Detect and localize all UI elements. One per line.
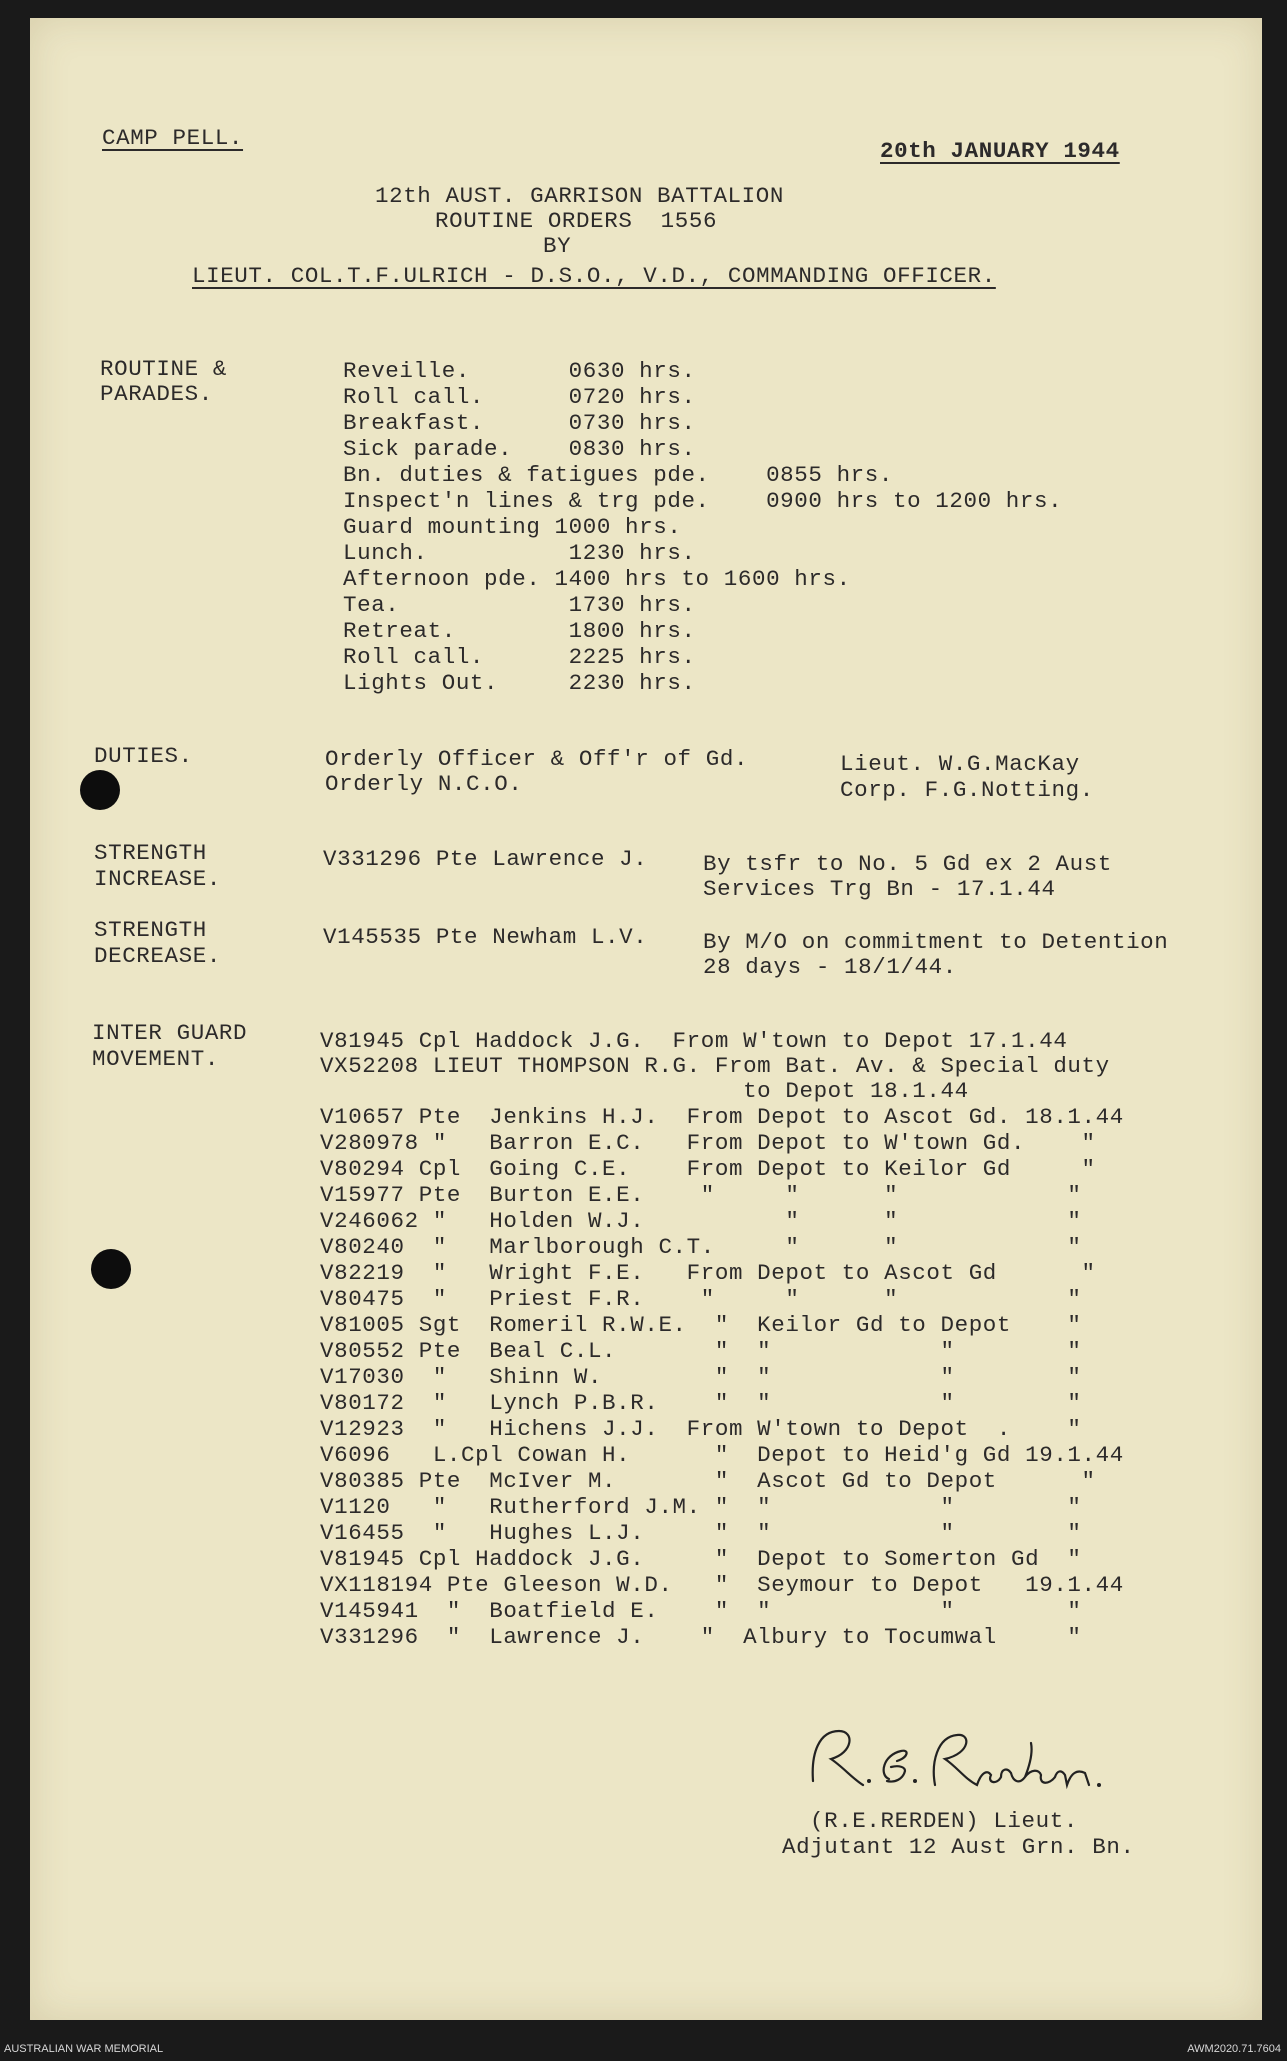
routine-line: Guard mounting 1000 hrs. (343, 514, 682, 540)
movement-line: V280978 " Barron E.C. From Depot to W'town Gd. " (320, 1130, 1096, 1156)
routine-line: Sick parade. 0830 hrs. (343, 436, 696, 462)
strength-increase-label-2: INCREASE. (94, 866, 221, 892)
strength-decrease-detail-2: 28 days - 18/1/44. (703, 954, 957, 980)
movement-line: V81945 Cpl Haddock J.G. From W'town to Depot 17.1.44 (320, 1028, 1068, 1054)
movement-line: V145941 " Boatfield E. " " " " (320, 1598, 1082, 1624)
by-line: BY (543, 233, 572, 259)
routine-line: Breakfast. 0730 hrs. (343, 410, 696, 436)
movement-line: V16455 " Hughes L.J. " " " " (320, 1520, 1082, 1546)
duty-person-nco: Corp. F.G.Notting. (840, 777, 1094, 803)
strength-increase-soldier: V331296 Pte Lawrence J. (323, 846, 648, 872)
routine-line: Roll call. 0720 hrs. (343, 384, 696, 410)
routine-line: Bn. duties & fatigues pde. 0855 hrs. (343, 462, 893, 488)
parades-label: PARADES. (100, 381, 213, 407)
routine-label: ROUTINE & (100, 356, 227, 382)
strength-decrease-label-2: DECREASE. (94, 943, 221, 969)
strength-decrease-detail: By M/O on commitment to Detention (703, 929, 1169, 955)
movement-line: V12923 " Hichens J.J. From W'town to Depot . " (320, 1416, 1082, 1442)
signature (805, 1723, 1135, 1803)
movement-line: V17030 " Shinn W. " " " " (320, 1364, 1082, 1390)
archive-reference: AWM2020.71.7604 (1187, 2043, 1281, 2055)
strength-decrease-soldier: V145535 Pte Newham L.V. (323, 924, 648, 950)
routine-line: Inspect'n lines & trg pde. 0900 hrs to 1200 hrs. (343, 488, 1063, 514)
duty-person-officer: Lieut. W.G.MacKay (840, 751, 1080, 777)
routine-line: Afternoon pde. 1400 hrs to 1600 hrs. (343, 566, 851, 592)
commanding-officer: LIEUT. COL.T.F.ULRICH - D.S.O., V.D., COMMANDING OFFICER. (192, 263, 996, 289)
movement-line: VX52208 LIEUT THOMPSON R.G. From Bat. Av. & Special duty (320, 1053, 1110, 1079)
duty-orderly-officer: Orderly Officer & Off'r of Gd. (325, 746, 749, 772)
routine-line: Reveille. 0630 hrs. (343, 358, 696, 384)
signoff-name: (R.E.RERDEN) Lieut. (810, 1808, 1078, 1834)
movement-line: V246062 " Holden W.J. " " " (320, 1208, 1082, 1234)
strength-increase-detail-2: Services Trg Bn - 17.1.44 (703, 876, 1056, 902)
strength-increase-detail: By tsfr to No. 5 Gd ex 2 Aust (703, 851, 1112, 877)
movement-line: V82219 " Wright F.E. From Depot to Ascot Gd " (320, 1260, 1096, 1286)
movement-line: V15977 Pte Burton E.E. " " " " (320, 1182, 1082, 1208)
movement-line: V80172 " Lynch P.B.R. " " " " (320, 1390, 1082, 1416)
movement-line: V80294 Cpl Going C.E. From Depot to Keilor Gd " (320, 1156, 1096, 1182)
movement-line: V80385 Pte McIver M. " Ascot Gd to Depot " (320, 1468, 1096, 1494)
strength-increase-label: STRENGTH (94, 840, 207, 866)
routine-line: Roll call. 2225 hrs. (343, 644, 696, 670)
orders-title: ROUTINE ORDERS 1556 (435, 208, 718, 234)
routine-line: Tea. 1730 hrs. (343, 592, 696, 618)
routine-line: Lunch. 1230 hrs. (343, 540, 696, 566)
archive-credit: AUSTRALIAN WAR MEMORIAL (4, 2043, 164, 2055)
movement-label: INTER GUARD (92, 1020, 248, 1046)
date: 20th JANUARY 1944 (880, 138, 1120, 164)
document-page (30, 18, 1262, 2020)
movement-line: V10657 Pte Jenkins H.J. From Depot to Ascot Gd. 18.1.44 (320, 1104, 1124, 1130)
movement-line: V80240 " Marlborough C.T. " " " (320, 1234, 1082, 1260)
movement-line: V80552 Pte Beal C.L. " " " " (320, 1338, 1082, 1364)
movement-line: V1120 " Rutherford J.M. " " " " (320, 1494, 1082, 1520)
movement-line: VX118194 Pte Gleeson W.D. " Seymour to Depot 19.1.44 (320, 1572, 1124, 1598)
movement-line: V81005 Sgt Romeril R.W.E. " Keilor Gd to Depot " (320, 1312, 1082, 1338)
movement-line: V6096 L.Cpl Cowan H. " Depot to Heid'g Gd 19.1.44 (320, 1442, 1124, 1468)
duties-label: DUTIES. (94, 743, 193, 769)
movement-line: V331296 " Lawrence J. " Albury to Tocumwal " (320, 1624, 1082, 1650)
movement-label-2: MOVEMENT. (92, 1046, 219, 1072)
movement-line: V80475 " Priest F.R. " " " " (320, 1286, 1082, 1312)
movement-line: V81945 Cpl Haddock J.G. " Depot to Somerton Gd " (320, 1546, 1082, 1572)
routine-line: Retreat. 1800 hrs. (343, 618, 696, 644)
signoff-title: Adjutant 12 Aust Grn. Bn. (782, 1834, 1135, 1860)
battalion-title: 12th AUST. GARRISON BATTALION (375, 183, 784, 209)
binder-hole (80, 770, 120, 810)
routine-line: Lights Out. 2230 hrs. (343, 670, 696, 696)
location: CAMP PELL. (102, 125, 244, 151)
movement-line: to Depot 18.1.44 (320, 1078, 969, 1104)
strength-decrease-label: STRENGTH (94, 917, 207, 943)
binder-hole (91, 1249, 131, 1289)
duty-orderly-nco: Orderly N.C.O. (325, 771, 523, 797)
